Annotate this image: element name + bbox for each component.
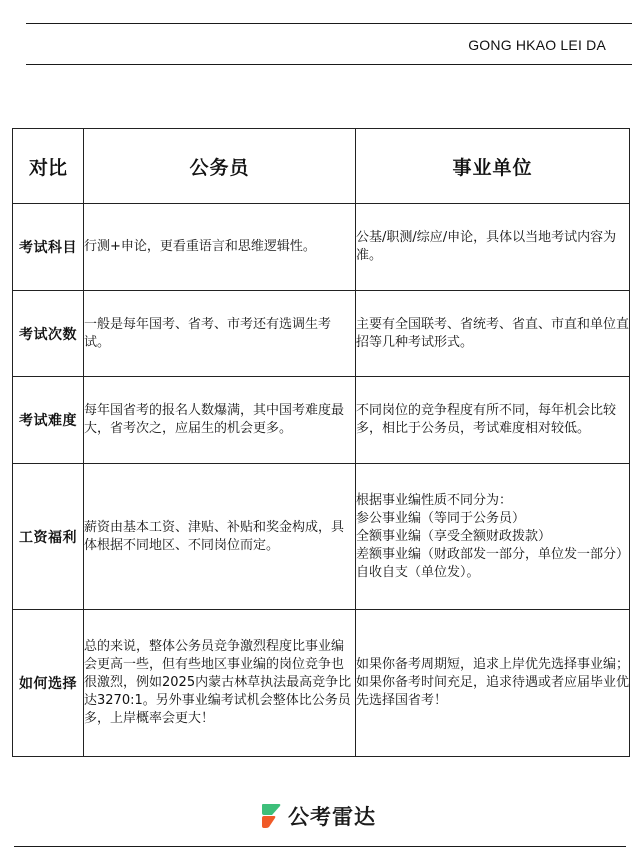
- public-subjects-cell: [356, 204, 630, 291]
- public-salary-line-5: 自收自支（单位发）。: [356, 564, 480, 580]
- row-label-difficulty: 考试难度: [13, 377, 84, 464]
- civil-choice-cell: [84, 610, 356, 757]
- public-salary-line-1: 根据事业编性质不同分为：: [356, 492, 513, 508]
- public-subjects-text: 公基/职测/综应/申论，具体以当地考试内容为准。: [356, 230, 617, 263]
- table-header-row: [13, 129, 630, 204]
- brand-name-english: GONG HKAO LEI DA: [468, 37, 606, 53]
- public-salary-cell: [356, 464, 630, 610]
- civil-frequency-text: 一般是每年国考、省考、市考还有选调生考试。: [84, 316, 332, 350]
- civil-subjects-cell: [84, 204, 356, 291]
- public-choice-text: 如果你备考周期短，追求上岸优先选择事业编；如果你备考时间充足，追求待遇或者应届毕业优先选择国省考！: [356, 657, 630, 708]
- civil-subjects-text: 行测+申论，更看重语言和思维逻辑性。: [84, 239, 316, 254]
- table-row: [13, 204, 630, 291]
- civil-difficulty-text: 每年国省考的报名人数爆满，其中国考难度最大，省考次之，应届生的机会更多。: [84, 403, 345, 436]
- public-choice-cell: [356, 610, 630, 757]
- public-frequency-cell: [356, 291, 630, 377]
- header-civil-servant: 公务员: [84, 129, 356, 204]
- civil-choice-text: 总的来说，整体公务员竞争激烈程度比事业编会更高一些，但有些地区事业编的岗位竞争也很激烈，例如2025内蒙古林草执法最高竞争比达3270:1。另外事业编考试机会整体比公务员多，上岸概率会更大！: [84, 639, 352, 726]
- comparison-table: [12, 128, 630, 757]
- public-salary-line-3: 全额事业编（享受全额财政拨款）: [356, 528, 552, 544]
- public-frequency-text: 主要有全国联考、省统考、省直、市直和单位直招等几种考试形式。: [356, 316, 630, 350]
- brand-logo: [260, 801, 376, 831]
- table-row: [13, 610, 630, 757]
- row-label-frequency: 考试次数: [13, 291, 84, 377]
- header-rule: [26, 64, 632, 65]
- header-public-institution: 事业单位: [356, 129, 630, 204]
- row-label-salary: 工资福利: [13, 464, 84, 610]
- civil-frequency-cell: [84, 291, 356, 377]
- bottom-rule: [14, 846, 626, 847]
- header-compare: 对比: [13, 129, 84, 204]
- row-label-choice: 如何选择: [13, 610, 84, 757]
- table-row: [13, 377, 630, 464]
- table-row: [13, 464, 630, 610]
- row-label-subjects: 考试科目: [13, 204, 84, 291]
- brand-logo-text: 公考雷达: [288, 805, 376, 829]
- public-salary-line-2: 参公事业编（等同于公务员）: [356, 510, 526, 526]
- radar-logo-icon: [260, 803, 282, 829]
- table-row: [13, 291, 630, 377]
- civil-salary-cell: [84, 464, 356, 610]
- civil-salary-text: 薪资由基本工资、津贴、补贴和奖金构成，具体根据不同地区、不同岗位而定。: [84, 519, 345, 553]
- civil-difficulty-cell: [84, 377, 356, 464]
- public-salary-line-4: 差额事业编（财政部发一部分，单位发一部分）: [356, 546, 630, 562]
- public-difficulty-text: 不同岗位的竞争程度有所不同，每年机会比较多，相比于公务员，考试难度相对较低。: [356, 403, 617, 436]
- public-difficulty-cell: [356, 377, 630, 464]
- top-rule: [26, 23, 632, 24]
